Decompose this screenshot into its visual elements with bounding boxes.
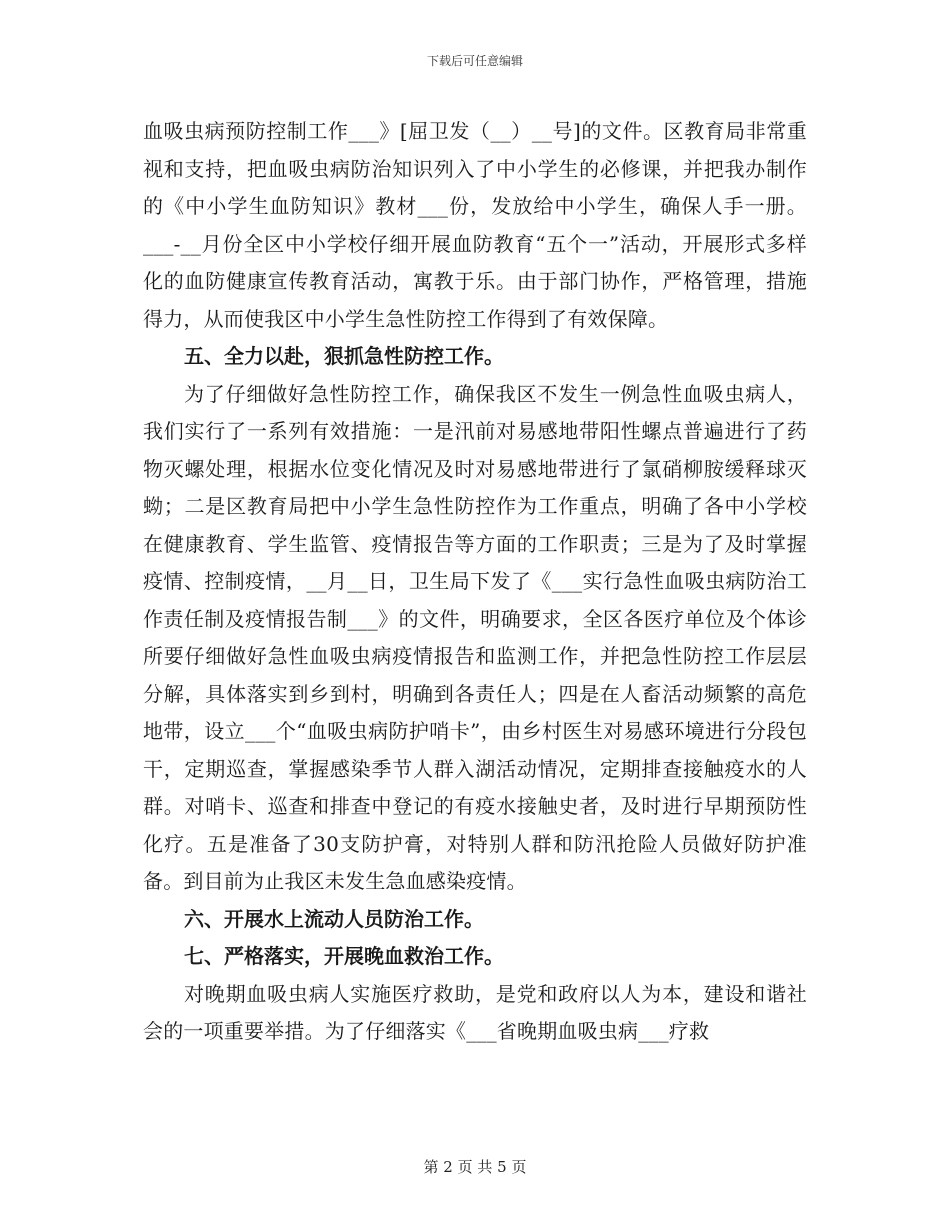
page-header-note: 下载后可任意编辑 xyxy=(426,54,523,68)
section-heading-6: 六、开展水上流动人员防治工作。 xyxy=(184,906,484,931)
section-heading-7: 七、严格落实，开展晚血救治工作。 xyxy=(184,944,504,968)
section-heading-5: 五、全力以赴，狠抓急性防控工作。 xyxy=(184,344,504,368)
paragraph-late-stage-treatment: 对晚期血吸虫病人实施医疗救助，是党和政府以人为本，建设和谐社会的一项重要举措。为了仔细落实《___省晚期血吸虫病___疗救 xyxy=(143,981,807,1043)
page-number: 第 2 页 共 5 页 xyxy=(423,1158,527,1176)
document-body xyxy=(143,113,807,1051)
paragraph-continuation: 血吸虫病预防控制工作___》[屈卫发（__）__号]的文件。区教育局非常重视和支持，把血吸虫病防治知识列入了中小学生的必修课，并把我办制作的《中小学生血防知识》教材___份，发放给中小学生，确保人手一册。___-__月份全区中小学校仔细开展血防教育“五个一”活动，开展形式多样化的血防健康宣传教育活动，寓教于乐。由于部门协作，严格管理，措施得力，从而使我区中小学生急性防控工作得到了有效保障。 xyxy=(143,119,807,331)
paragraph-acute-control: 为了仔细做好急性防控工作，确保我区不发生一例急性血吸虫病人，我们实行了一系列有效措施：一是汛前对易感地带阳性螺点普遍进行了药物灭螺处理，根据水位变化情况及时对易感地带进行了氯硝柳胺缓释球灭蚴；二是区教育局把中小学生急性防控作为工作重点，明确了各中小学校在健康教育、学生监管、疫情报告等方面的工作职责；三是为了及时掌握疫情、控制疫情，__月__日，卫生局下发了《___实行急性血吸虫病防治工作责任制及疫情报告制___》的文件，明确要求，全区各医疗单位及个体诊所要仔细做好急性血吸虫病疫情报告和监测工作，并把急性防控工作层层分解，具体落实到乡到村，明确到各责任人；四是在人畜活动频繁的高危地带，设立___个“血吸虫病防护哨卡”，由乡村医生对易感环境进行分段包干，定期巡查，掌握感染季节人群入湖活动情况，定期排查接触疫水的人群。对哨卡、巡查和排查中登记的有疫水接触史者，及时进行早期预防性化疗。五是准备了30支防护膏，对特别人群和防汛抢险人员做好防护准备。到目前为止我区未发生急血感染疫情。 xyxy=(143,381,807,893)
